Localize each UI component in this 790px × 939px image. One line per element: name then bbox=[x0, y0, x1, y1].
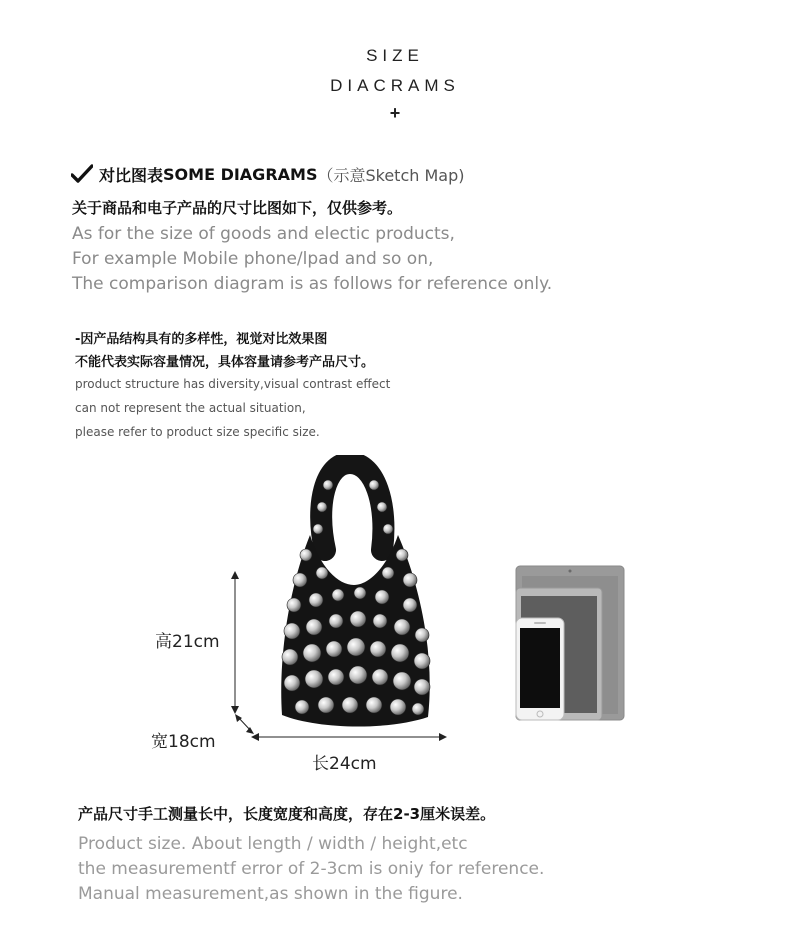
measurement-line-1: Product size. About length / width / height,etc bbox=[78, 834, 468, 854]
width-label: 宽18cm bbox=[151, 732, 216, 752]
intro-line-2: For example Mobile phone/lpad and so on, bbox=[72, 249, 434, 269]
devices-illustration bbox=[512, 562, 628, 724]
bag-stud bbox=[313, 524, 323, 534]
section-heading bbox=[71, 163, 464, 185]
length-label: 长24cm bbox=[312, 754, 377, 774]
note-en-3: please refer to product size specific size. bbox=[75, 425, 320, 439]
bag-stud bbox=[317, 502, 327, 512]
bag-stud bbox=[377, 502, 387, 512]
diagrams-title: DIACRAMS bbox=[330, 76, 460, 95]
checkmark-icon bbox=[71, 164, 93, 184]
heading-cn: 对比图表 bbox=[99, 165, 164, 185]
bag-stud bbox=[369, 480, 379, 490]
intro-line-3: The comparison diagram is as follows for reference only. bbox=[72, 274, 553, 294]
measurement-line-2: the measurementf error of 2-3cm is oniy for reference. bbox=[78, 859, 545, 879]
subheading: 关于商品和电子产品的尺寸比图如下，仅供参考。 bbox=[72, 199, 403, 217]
intro-line-1: As for the size of goods and electic products, bbox=[72, 224, 455, 244]
plus-symbol: + bbox=[389, 103, 401, 123]
note-cn-2: 不能代表实际容量情况，具体容量请参考产品尺寸。 bbox=[75, 355, 375, 370]
bag-stud bbox=[300, 549, 312, 561]
bag-stud bbox=[396, 549, 408, 561]
size-title: SIZE bbox=[366, 46, 424, 65]
heading-en: SOME DIAGRAMS bbox=[163, 164, 318, 184]
measurement-heading: 产品尺寸手工测量长中，长度宽度和高度，存在2-3厘米误差。 bbox=[78, 805, 496, 823]
note-en-1: product structure has diversity,visual contrast effect bbox=[75, 377, 391, 391]
dimension-arrows bbox=[225, 565, 455, 750]
bag-stud bbox=[323, 480, 333, 490]
measurement-line-3: Manual measurement,as shown in the figure. bbox=[78, 884, 463, 904]
height-label: 高21cm bbox=[155, 632, 220, 652]
heading-note: （示意Sketch Map) bbox=[317, 165, 465, 185]
note-cn-1: -因产品结构具有的多样性，视觉对比效果图 bbox=[75, 332, 328, 347]
bag-stud bbox=[383, 524, 393, 534]
note-en-2: can not represent the actual situation, bbox=[75, 401, 306, 415]
